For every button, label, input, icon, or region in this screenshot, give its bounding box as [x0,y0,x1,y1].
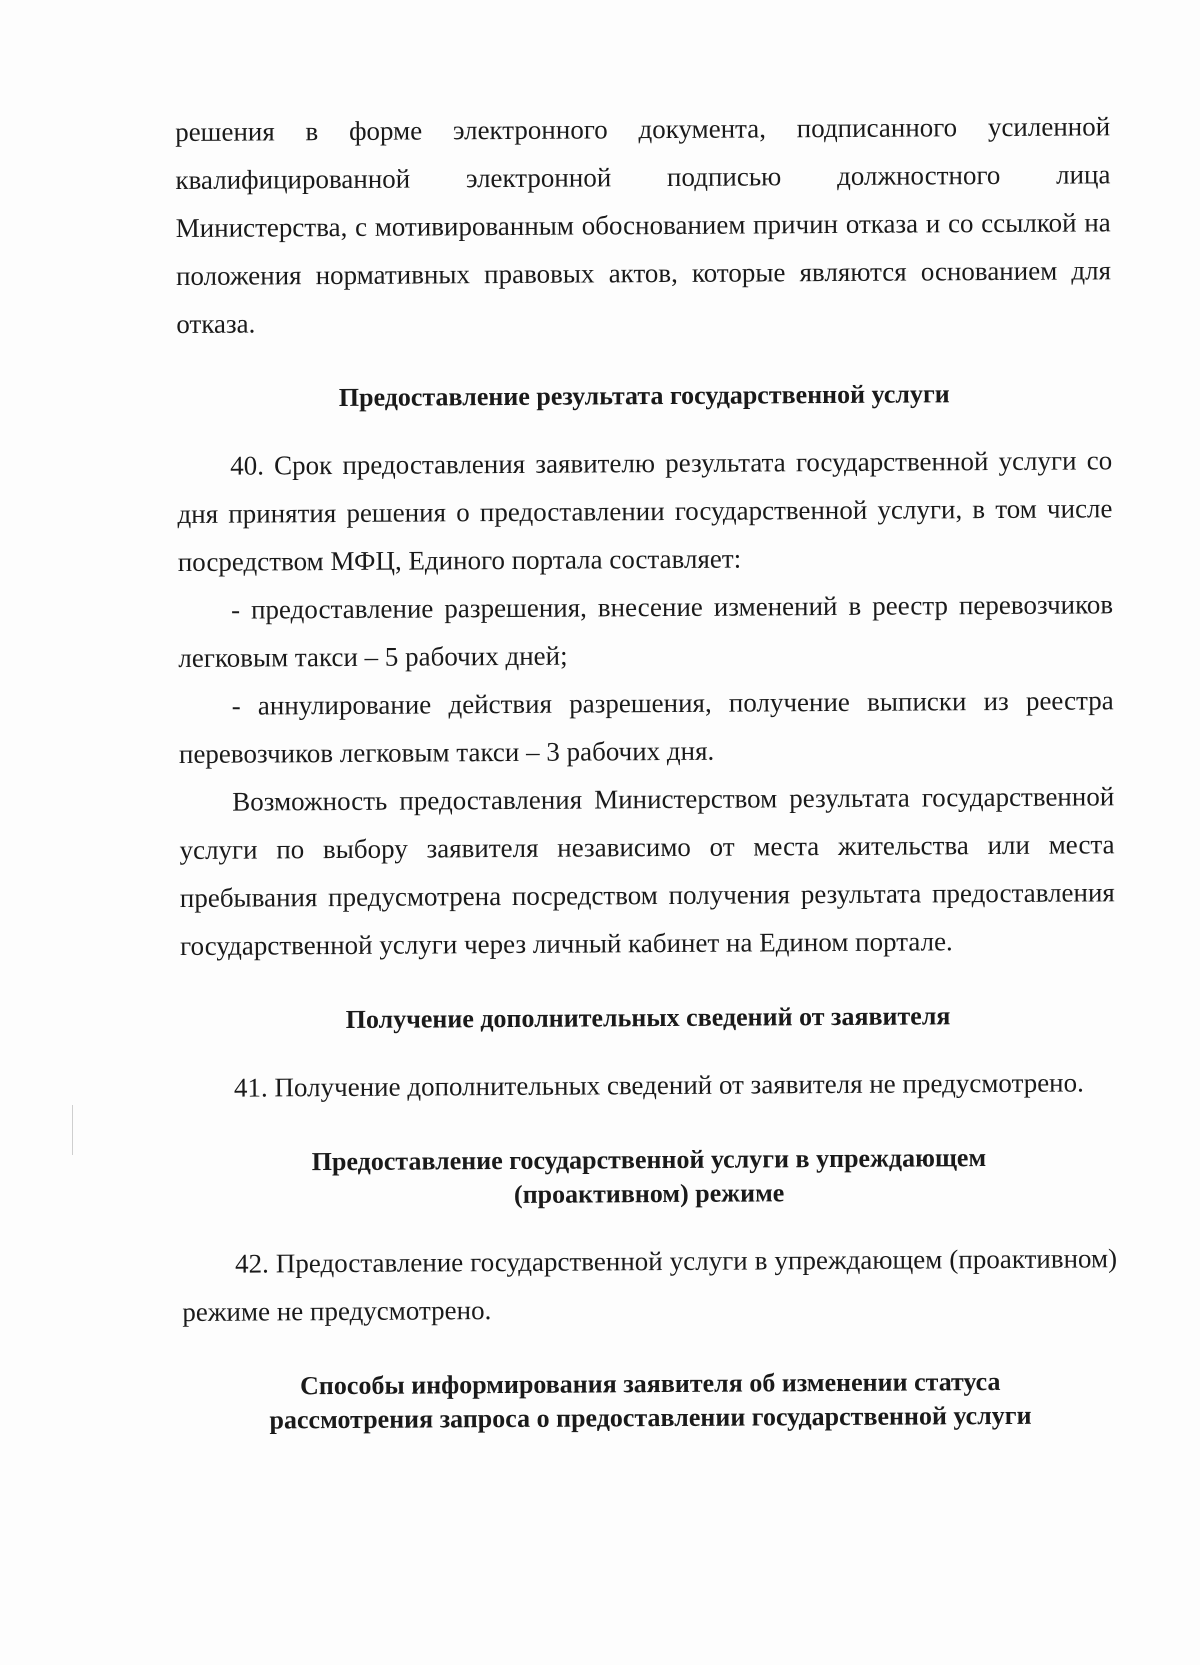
paragraph-42: 42. Предоставление государственной услуги в упреждающем (проактивном) режиме не предусмотрено. [182,1243,1118,1327]
paragraph-41: 41. Получение дополнительных сведений от заявителя не предусмотрено. [233,1067,1084,1103]
paragraph-possibility: Возможность предоставления Министерством результата государственной услуги по выбору заявителя независимо от места жительства или места пребывания предусмотрена посредством получения результата предоставления государственной услуги через личный кабинет на Едином портале. [179,781,1115,961]
bullet-permit: - предоставление разрешения, внесение изменений в реестр перевозчиков легковым такси – 5 рабочих дней; [178,589,1114,673]
bullet-annulment: - аннулирование действия разрешения, получение выписки из реестра перевозчиков легковым такси – 3 рабочих дня. [178,685,1114,769]
heading-additional-info: Получение дополнительных сведений от заявителя [345,1001,951,1034]
heading-proactive-line-2: (проактивном) режиме [513,1178,785,1209]
paragraph-intro-rest: Министерства, с мотивированным обоснованием причин отказа и со ссылкой на положения нормативных правовых актов, которые являются основанием для отказа. [175,207,1112,339]
scan-margin-mark [72,1105,73,1155]
heading-inform-line-1: Способы информирования заявителя об изменении статуса [300,1366,1001,1401]
paragraph-intro-line-2: квалифицированной электронной подписью должностного лица [175,159,1111,195]
document-body [175,102,1118,1438]
heading-result: Предоставление результата государственной услуги [338,379,950,413]
heading-proactive-line-1: Предоставление государственной услуги в упреждающем [311,1143,987,1177]
paragraph-intro-line-1: решения в форме электронного документа, подписанного усиленной [175,111,1111,147]
heading-inform-line-2: рассмотрения запроса о предоставлении государственной услуги [269,1400,1032,1435]
paragraph-40: 40. Срок предоставления заявителю результата государственной услуги со дня принятия решения о предоставлении государственной услуги, в том числе посредством МФЦ, Единого портала составляет: [177,445,1113,577]
